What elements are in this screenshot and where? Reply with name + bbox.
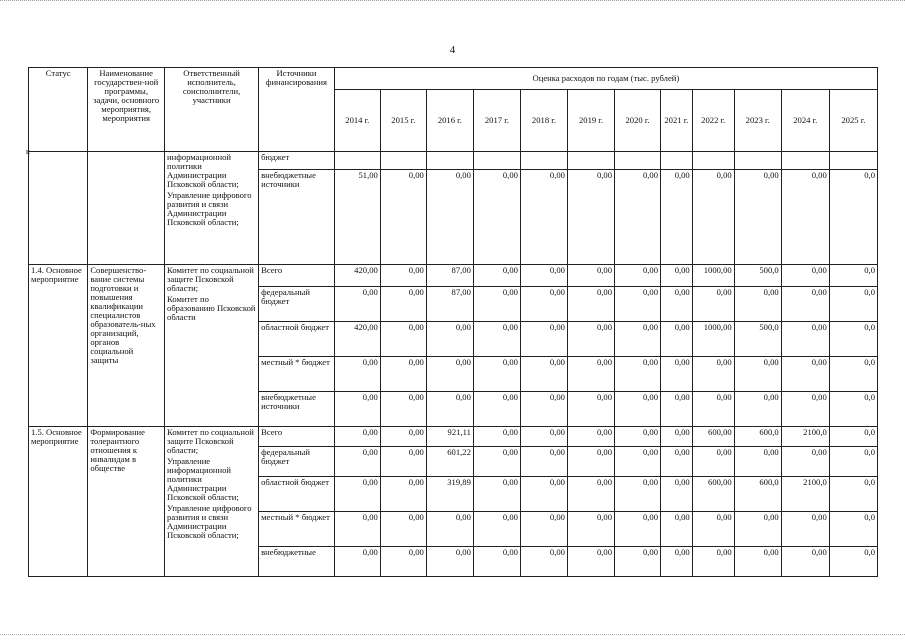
value-cell <box>734 152 781 170</box>
value-cell: 87,00 <box>426 265 473 287</box>
value-cell <box>380 152 426 170</box>
value-cell: 319,89 <box>426 477 473 512</box>
source-cell: Всего <box>259 265 335 287</box>
value-cell: 0,00 <box>692 512 734 547</box>
value-cell: 0,00 <box>473 512 520 547</box>
source-cell: внебюджетные <box>259 547 335 577</box>
source-cell: Всего <box>259 427 335 447</box>
value-cell: 0,00 <box>567 287 614 322</box>
source-cell: федеральный бюджет <box>259 447 335 477</box>
value-cell: 500,0 <box>734 322 781 357</box>
header-year: 2018 г. <box>520 90 567 152</box>
header-year: 2022 г. <box>692 90 734 152</box>
responsible-cell <box>165 152 259 265</box>
responsible-cell <box>165 265 259 427</box>
value-cell: 0,00 <box>692 547 734 577</box>
value-cell: 0,00 <box>520 547 567 577</box>
value-cell: 0,00 <box>380 392 426 427</box>
name-cell <box>88 152 165 265</box>
page-number: 4 <box>449 44 456 56</box>
responsible-2: Управление цифрового развития и связи Администрации Псковской области; <box>167 190 252 228</box>
value-cell: 0,00 <box>692 392 734 427</box>
value-cell: 0,00 <box>781 170 829 265</box>
value-cell <box>334 152 380 170</box>
value-cell <box>781 152 829 170</box>
value-cell: 0,0 <box>829 265 877 287</box>
value-cell: 0,00 <box>615 477 661 512</box>
value-cell <box>692 152 734 170</box>
status-cell: 1.4. Основное мероприятие <box>29 265 88 427</box>
value-cell: 0,00 <box>520 512 567 547</box>
margin-mark: к <box>26 147 30 156</box>
value-cell: 921,11 <box>426 427 473 447</box>
scan-edge-top <box>0 0 905 2</box>
header-year: 2020 г. <box>615 90 661 152</box>
responsible-3: Управление цифрового развития и связи Администрации Псковской области; <box>167 503 252 541</box>
value-cell: 0,00 <box>520 357 567 392</box>
scan-edge-bottom <box>0 634 905 636</box>
value-cell: 87,00 <box>426 287 473 322</box>
value-cell: 0,0 <box>829 547 877 577</box>
value-cell: 0,00 <box>473 265 520 287</box>
header-estimate: Оценка расходов по годам (тыс. рублей) <box>334 68 877 90</box>
table-row <box>29 427 878 447</box>
value-cell: 0,00 <box>615 265 661 287</box>
value-cell: 0,00 <box>380 447 426 477</box>
value-cell: 51,00 <box>334 170 380 265</box>
value-cell: 600,0 <box>734 477 781 512</box>
value-cell: 0,00 <box>473 547 520 577</box>
value-cell: 0,00 <box>473 322 520 357</box>
value-cell: 0,00 <box>567 357 614 392</box>
value-cell: 2100,0 <box>781 477 829 512</box>
value-cell: 0,00 <box>781 447 829 477</box>
value-cell: 0,00 <box>615 392 661 427</box>
value-cell: 0,0 <box>829 447 877 477</box>
value-cell: 0,00 <box>426 547 473 577</box>
value-cell: 0,00 <box>334 512 380 547</box>
source-cell: внебюджетные источники <box>259 170 335 265</box>
value-cell: 0,00 <box>567 512 614 547</box>
value-cell: 0,00 <box>615 287 661 322</box>
value-cell: 0,00 <box>567 170 614 265</box>
responsible-cell <box>165 427 259 577</box>
value-cell: 0,0 <box>829 512 877 547</box>
header-year: 2016 г. <box>426 90 473 152</box>
expenses-table <box>28 67 878 577</box>
status-cell <box>29 152 88 265</box>
responsible-2: Комитет по образованию Псковской области <box>167 294 256 323</box>
value-cell <box>473 152 520 170</box>
value-cell: 0,00 <box>781 322 829 357</box>
value-cell: 0,00 <box>781 547 829 577</box>
value-cell: 0,00 <box>520 170 567 265</box>
value-cell: 0,0 <box>829 170 877 265</box>
value-cell: 0,00 <box>426 322 473 357</box>
value-cell: 0,00 <box>781 357 829 392</box>
table-row <box>29 152 878 170</box>
value-cell: 0,00 <box>380 265 426 287</box>
value-cell: 600,0 <box>734 427 781 447</box>
value-cell: 0,00 <box>615 170 661 265</box>
value-cell <box>615 152 661 170</box>
value-cell: 0,00 <box>334 477 380 512</box>
value-cell: 0,00 <box>567 427 614 447</box>
value-cell: 420,00 <box>334 265 380 287</box>
value-cell: 0,00 <box>520 477 567 512</box>
value-cell: 0,00 <box>380 287 426 322</box>
value-cell: 600,00 <box>692 477 734 512</box>
value-cell: 0,00 <box>473 357 520 392</box>
value-cell: 0,00 <box>567 322 614 357</box>
value-cell: 0,00 <box>615 447 661 477</box>
value-cell: 0,00 <box>473 427 520 447</box>
value-cell: 0,00 <box>520 322 567 357</box>
value-cell: 0,00 <box>380 427 426 447</box>
value-cell: 0,00 <box>734 170 781 265</box>
responsible-1: информационной политики Администрации Псковской области; <box>167 152 239 190</box>
value-cell: 0,00 <box>473 287 520 322</box>
value-cell: 0,00 <box>334 392 380 427</box>
name-cell: Совершенство-вание системы подготовки и повышения квалификации специалистов образователь-ных организаций, органов социальной защиты <box>88 265 165 427</box>
header-year: 2017 г. <box>473 90 520 152</box>
value-cell: 0,00 <box>615 427 661 447</box>
value-cell: 0,00 <box>520 427 567 447</box>
header-sources: Источники финансирования <box>259 68 335 152</box>
value-cell: 0,00 <box>661 392 693 427</box>
table-row <box>29 265 878 287</box>
value-cell: 0,00 <box>781 287 829 322</box>
value-cell: 0,00 <box>520 265 567 287</box>
value-cell: 0,00 <box>520 287 567 322</box>
header-year: 2025 г. <box>829 90 877 152</box>
value-cell: 0,00 <box>473 477 520 512</box>
header-responsible: Ответственный исполнитель, соисполнители, участники <box>165 68 259 152</box>
value-cell: 0,00 <box>661 512 693 547</box>
value-cell: 0,00 <box>661 170 693 265</box>
value-cell: 2100,0 <box>781 427 829 447</box>
value-cell: 1000,00 <box>692 265 734 287</box>
value-cell <box>829 152 877 170</box>
value-cell: 0,00 <box>661 322 693 357</box>
value-cell: 0,00 <box>734 512 781 547</box>
responsible-2: Управление информационной политики Администрации Псковской области; <box>167 456 239 503</box>
value-cell: 0,00 <box>661 447 693 477</box>
header-year: 2015 г. <box>380 90 426 152</box>
value-cell: 0,00 <box>334 447 380 477</box>
value-cell: 0,00 <box>380 547 426 577</box>
status-cell: 1.5. Основное мероприятие <box>29 427 88 577</box>
value-cell: 0,0 <box>829 392 877 427</box>
value-cell: 0,00 <box>615 322 661 357</box>
source-cell: областной бюджет <box>259 322 335 357</box>
source-cell: федеральный бюджет <box>259 287 335 322</box>
value-cell: 0,00 <box>692 447 734 477</box>
source-cell: местный * бюджет <box>259 357 335 392</box>
value-cell: 0,00 <box>781 392 829 427</box>
header-name: Наименование государствен-ной программы, задачи, основного мероприятия, мероприятия <box>88 68 165 152</box>
value-cell <box>661 152 693 170</box>
value-cell: 0,00 <box>520 447 567 477</box>
value-cell: 1000,00 <box>692 322 734 357</box>
value-cell: 0,00 <box>380 322 426 357</box>
value-cell: 0,00 <box>380 512 426 547</box>
name-cell: Формирование толерантного отношения к инвалидам в обществе <box>88 427 165 577</box>
value-cell: 0,00 <box>334 427 380 447</box>
header-year: 2019 г. <box>567 90 614 152</box>
header-year: 2014 г. <box>334 90 380 152</box>
value-cell: 0,00 <box>520 392 567 427</box>
value-cell: 0,00 <box>473 447 520 477</box>
value-cell: 0,00 <box>567 392 614 427</box>
value-cell: 0,00 <box>692 287 734 322</box>
value-cell: 0,00 <box>567 547 614 577</box>
source-cell: бюджет <box>259 152 335 170</box>
value-cell: 601,22 <box>426 447 473 477</box>
value-cell: 0,00 <box>380 357 426 392</box>
value-cell: 0,00 <box>661 265 693 287</box>
value-cell <box>567 152 614 170</box>
header-year: 2021 г. <box>661 90 693 152</box>
value-cell: 0,00 <box>734 287 781 322</box>
value-cell: 0,00 <box>334 287 380 322</box>
value-cell: 0,00 <box>734 392 781 427</box>
value-cell: 0,00 <box>426 170 473 265</box>
value-cell: 0,00 <box>661 357 693 392</box>
source-cell: внебюджетные источники <box>259 392 335 427</box>
value-cell: 0,00 <box>692 357 734 392</box>
value-cell: 0,00 <box>692 170 734 265</box>
value-cell: 0,00 <box>781 512 829 547</box>
value-cell: 500,0 <box>734 265 781 287</box>
value-cell <box>426 152 473 170</box>
value-cell: 0,00 <box>473 392 520 427</box>
value-cell: 0,0 <box>829 427 877 447</box>
value-cell: 0,00 <box>661 547 693 577</box>
header-year: 2023 г. <box>734 90 781 152</box>
value-cell: 0,00 <box>734 547 781 577</box>
value-cell: 0,00 <box>473 170 520 265</box>
value-cell: 600,00 <box>692 427 734 447</box>
value-cell: 0,0 <box>829 287 877 322</box>
responsible-1: Комитет по социальной защите Псковской области; <box>167 265 254 294</box>
value-cell: 0,00 <box>426 392 473 427</box>
value-cell: 0,00 <box>380 170 426 265</box>
value-cell: 0,00 <box>661 287 693 322</box>
value-cell: 0,00 <box>661 427 693 447</box>
value-cell: 0,00 <box>615 357 661 392</box>
value-cell: 0,00 <box>615 512 661 547</box>
value-cell: 0,00 <box>661 477 693 512</box>
value-cell: 0,00 <box>567 477 614 512</box>
value-cell: 0,00 <box>334 357 380 392</box>
value-cell: 0,00 <box>426 512 473 547</box>
value-cell: 0,0 <box>829 477 877 512</box>
value-cell: 0,00 <box>781 265 829 287</box>
value-cell: 0,00 <box>734 357 781 392</box>
source-cell: областной бюджет <box>259 477 335 512</box>
value-cell: 0,00 <box>734 447 781 477</box>
value-cell: 0,0 <box>829 357 877 392</box>
value-cell: 0,00 <box>615 547 661 577</box>
responsible-1: Комитет по социальной защите Псковской области; <box>167 427 254 456</box>
value-cell: 0,00 <box>334 547 380 577</box>
value-cell: 0,00 <box>380 477 426 512</box>
value-cell <box>520 152 567 170</box>
value-cell: 0,00 <box>426 357 473 392</box>
value-cell: 0,0 <box>829 322 877 357</box>
value-cell: 420,00 <box>334 322 380 357</box>
source-cell: местный * бюджет <box>259 512 335 547</box>
value-cell: 0,00 <box>567 265 614 287</box>
header-status: Статус <box>29 68 88 152</box>
value-cell: 0,00 <box>567 447 614 477</box>
header-year: 2024 г. <box>781 90 829 152</box>
